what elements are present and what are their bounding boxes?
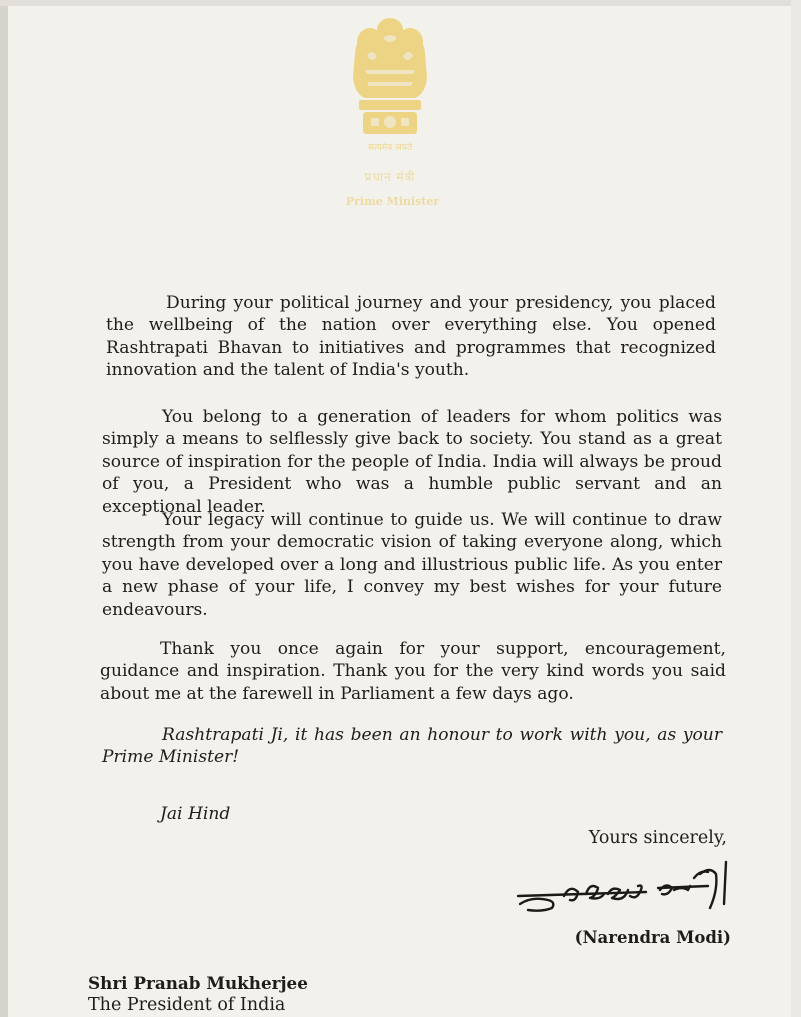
letter-paragraph: [102, 509, 722, 621]
letter-paragraph-closing: [102, 724, 722, 769]
paragraph-text: You belong to a generation of leaders for whom politics was simply a means to selflessly give back to society. You stand as a great source of inspiration for the people of India. India will always be proud of you, a President who was a humble public servant and an exceptional leader.: [102, 407, 722, 517]
handwritten-signature: [512, 856, 744, 918]
national-emblem-icon: [345, 8, 435, 158]
emblem-motto: सत्यमेव जयते: [367, 143, 413, 153]
letter-paragraph: [100, 638, 726, 705]
paragraph-text: During your political journey and your presidency, you placed the wellbeing of the nation over everything else. You opened Rashtrapati Bhavan to initiatives and programmes that recognized innovation and the talent of India's youth.: [106, 293, 716, 381]
top-border: [0, 0, 801, 6]
office-title-english: Prime Minister: [345, 195, 440, 208]
recipient-title: The President of India: [88, 995, 286, 1015]
paragraph-text: Thank you once again for your support, encouragement, guidance and inspiration. Thank you for the very kind words you said about me at the farewell in Parliament a few days ago.: [100, 639, 726, 704]
letter-paragraph: [106, 292, 716, 382]
letter-paragraph: [102, 406, 722, 518]
paragraph-text: Your legacy will continue to guide us. We will continue to draw strength from your democratic vision of taking everyone along, which you have developed over a long and illustrious public life. As you enter a new phase of your life, I convey my best wishes for your future endeavours.: [102, 510, 722, 620]
left-border: [0, 0, 8, 1017]
signatory-name: (Narendra Modi): [574, 928, 731, 947]
signature-text: नरेन्द्र मोदी: [512, 856, 516, 857]
salutation: Jai Hind: [160, 804, 231, 824]
sign-off: Yours sincerely,: [588, 828, 727, 848]
right-border: [791, 0, 801, 1017]
office-title-hindi: प्रधान मंत्री: [364, 170, 416, 184]
recipient-name: Shri Pranab Mukherjee: [88, 973, 308, 993]
paragraph-text: Rashtrapati Ji, it has been an honour to work with you, as your Prime Minister!: [102, 725, 722, 768]
